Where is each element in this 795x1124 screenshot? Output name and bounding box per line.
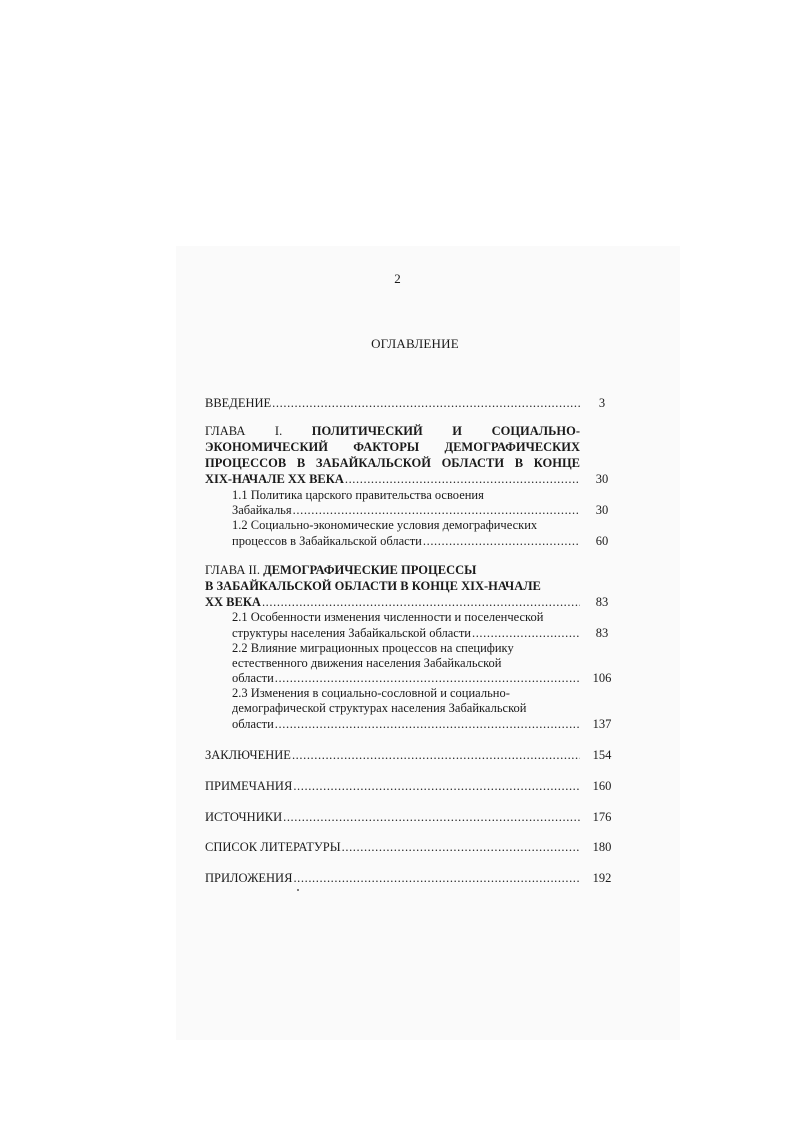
toc-entry-label: области bbox=[232, 671, 274, 685]
toc-page-number: 83 bbox=[595, 626, 609, 640]
dot-leader bbox=[423, 534, 580, 550]
dot-leader bbox=[472, 626, 580, 642]
toc-entry-label: ПРИЛОЖЕНИЯ bbox=[205, 871, 293, 885]
toc-entry-appendices bbox=[205, 871, 580, 887]
chapter-title-part: XX ВЕКА bbox=[205, 595, 261, 609]
section-1-2-line-2 bbox=[232, 534, 580, 550]
dot-leader bbox=[275, 717, 580, 733]
toc-page-number: 160 bbox=[592, 779, 612, 793]
chapter-2-heading-line-2: В ЗАБАЙКАЛЬСКОЙ ОБЛАСТИ В КОНЦЕ XIX-НАЧАЛЕ bbox=[205, 579, 541, 593]
section-2-3-line-1: 2.3 Изменения в социально-сословной и социально- bbox=[232, 686, 510, 700]
chapter-prefix: ГЛАВА I. bbox=[205, 424, 283, 438]
chapter-2-heading-line-3 bbox=[205, 595, 580, 611]
toc-entry-label: Забайкалья bbox=[232, 503, 292, 517]
section-2-3-line-2: демографической структурах населения Забайкальской bbox=[232, 701, 527, 715]
toc-entry-label: ИСТОЧНИКИ bbox=[205, 810, 283, 824]
chapter-1-heading-line-1 bbox=[205, 424, 580, 440]
scan-speck bbox=[297, 889, 299, 891]
section-2-2-line-2: естественного движения населения Забайкальской bbox=[232, 656, 502, 670]
toc-entry-label: области bbox=[232, 717, 274, 731]
page-title: ОГЛАВЛЕНИЕ bbox=[371, 336, 459, 351]
dot-leader bbox=[345, 472, 580, 488]
toc-page-number: 60 bbox=[595, 534, 609, 548]
chapter-2-heading-line-1 bbox=[205, 563, 580, 579]
toc-page-number: 154 bbox=[592, 748, 612, 762]
toc-entry-conclusion bbox=[205, 748, 580, 764]
chapter-1-heading-line-3: ПРОЦЕССОВ В ЗАБАЙКАЛЬСКОЙ ОБЛАСТИ В КОНЦЕ bbox=[205, 456, 580, 470]
toc-entry-label: структуры населения Забайкальской области bbox=[232, 626, 471, 640]
dot-leader bbox=[272, 396, 580, 412]
section-2-2-line-3 bbox=[232, 671, 580, 687]
chapter-title-part: ПОЛИТИЧЕСКИЙ И СОЦИАЛЬНО- bbox=[311, 424, 580, 438]
section-2-1-line-2 bbox=[232, 626, 580, 642]
toc-entry-bibliography bbox=[205, 840, 580, 856]
chapter-prefix: ГЛАВА II. bbox=[205, 563, 260, 577]
toc-page-number: 106 bbox=[592, 671, 612, 685]
toc-entry-label: ПРИМЕЧАНИЯ bbox=[205, 779, 293, 793]
toc-page-number: 192 bbox=[592, 871, 612, 885]
toc-entry-label: ВВЕДЕНИЕ bbox=[205, 396, 272, 410]
page-number: 2 bbox=[394, 271, 401, 286]
dot-leader bbox=[262, 595, 580, 611]
chapter-title-part: ДЕМОГРАФИЧЕСКИЕ ПРОЦЕССЫ bbox=[263, 563, 477, 577]
chapter-1-heading-line-2: ЭКОНОМИЧЕСКИЙ ФАКТОРЫ ДЕМОГРАФИЧЕСКИХ bbox=[205, 440, 580, 454]
dot-leader bbox=[283, 810, 580, 826]
section-2-3-line-3 bbox=[232, 717, 580, 733]
section-1-2-line-1: 1.2 Социально-экономические условия демографических bbox=[232, 518, 538, 532]
dot-leader bbox=[275, 671, 580, 687]
section-1-1-line-1: 1.1 Политика царского правительства освоения bbox=[232, 488, 484, 502]
chapter-title-part: XIX-НАЧАЛЕ XX ВЕКА bbox=[205, 472, 344, 486]
section-2-1-line-1: 2.1 Особенности изменения численности и поселенческой bbox=[232, 610, 544, 624]
dot-leader bbox=[293, 871, 580, 887]
toc-page-number: 180 bbox=[592, 840, 612, 854]
toc-page-number: 83 bbox=[595, 595, 609, 609]
toc-entry-notes bbox=[205, 779, 580, 795]
dot-leader bbox=[342, 840, 580, 856]
toc-entry-label: ЗАКЛЮЧЕНИЕ bbox=[205, 748, 291, 762]
chapter-1-heading-line-4 bbox=[205, 472, 580, 488]
toc-page-number: 3 bbox=[598, 396, 606, 410]
toc-entry-label: процессов в Забайкальской области bbox=[232, 534, 422, 548]
toc-page-number: 176 bbox=[592, 810, 612, 824]
dot-leader bbox=[293, 779, 580, 795]
toc-page-number: 137 bbox=[592, 717, 612, 731]
toc-entry-intro bbox=[205, 396, 580, 412]
section-2-2-line-1: 2.2 Влияние миграционных процессов на специфику bbox=[232, 641, 514, 655]
dot-leader bbox=[292, 748, 580, 764]
toc-entry-label: СПИСОК ЛИТЕРАТУРЫ bbox=[205, 840, 341, 854]
toc-page-number: 30 bbox=[595, 503, 609, 517]
section-1-1-line-2 bbox=[232, 503, 580, 519]
toc-page-number: 30 bbox=[595, 472, 609, 486]
toc-entry-sources bbox=[205, 810, 580, 826]
dot-leader bbox=[293, 503, 580, 519]
